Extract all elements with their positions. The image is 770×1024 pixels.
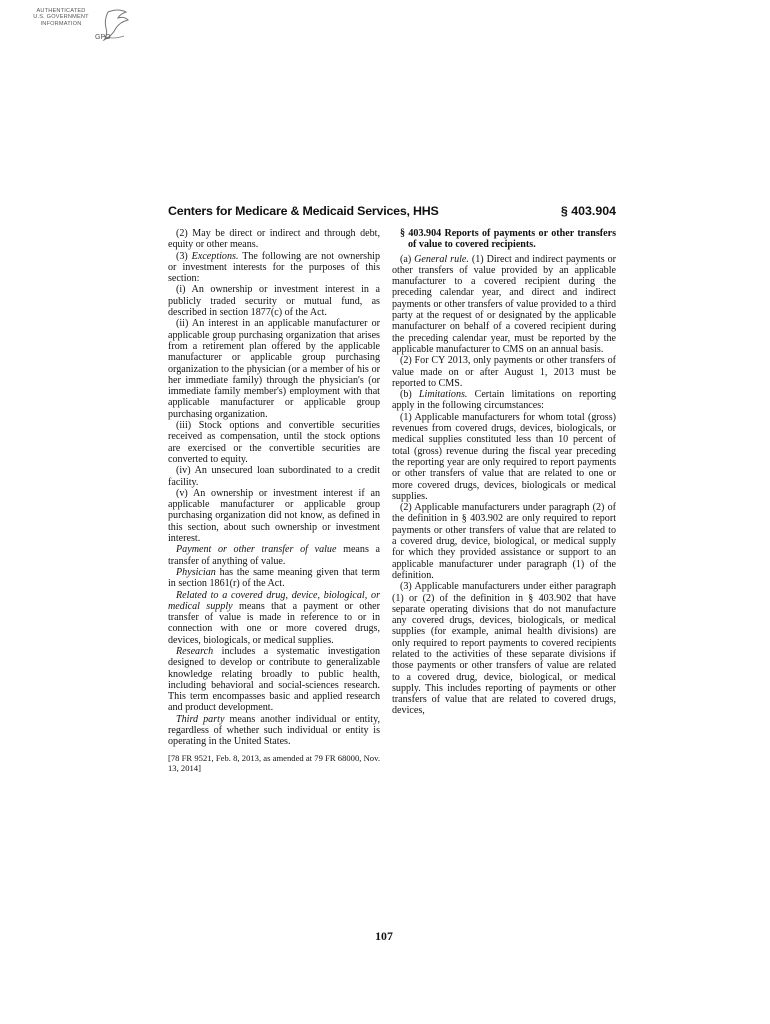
paragraph-text: Certain limitations on reporting apply in the following circumstances: (392, 389, 617, 412)
paragraph: (1) Applicable manufacturers for whom total (gross) revenues from covered drugs, devices, biologicals, or medical supplies constituted less than 10 percent of total (gross) revenue during the fiscal year preceding the reporting year are only required to report payments or other transfers of value that are related to one or more covered drugs, devices, biologicals or medical supplies. (392, 411, 616, 502)
paragraph: (ii) An interest in an applicable manufacturer or applicable group purchasing organization that arises from a retirement plan offered by the applicable manufacturer or applicable group purchasing organization to the physician (or a member of his or her immediate family) through the physician's (or immediate family member's) employment with that applicable manufacturer or applicable group purchasing organization. (168, 318, 380, 420)
paragraph-term: Exceptions. (191, 250, 239, 262)
paragraph: (2) For CY 2013, only payments or other transfers of value made on or after August 1, 2013 must be reported to CMS. (392, 355, 616, 389)
paragraph-text: means a transfer of anything of value. (168, 544, 380, 567)
paragraph-term: Research (176, 645, 214, 657)
paragraph: (iv) An unsecured loan subordinated to a credit facility. (168, 465, 380, 488)
paragraph (168, 567, 380, 590)
paragraph (392, 254, 616, 356)
paragraph-term: Payment or other transfer of value (176, 544, 337, 556)
header-agency: Centers for Medicare & Medicaid Services, HHS (168, 204, 439, 218)
paragraph: (i) An ownership or investment interest in a publicly traded security or mutual fund, as described in section 1877(c) of the Act. (168, 284, 380, 319)
paragraph: (v) An ownership or investment interest if an applicable manufacturer or applicable group purchasing organization did not know, as defined in this section, about such ownership or investment interest. (168, 487, 380, 545)
running-header (168, 204, 616, 222)
paragraph-lead: (a) (400, 253, 415, 265)
paragraph-text: The following are not ownership or investment interests for the purposes of this section: (168, 250, 380, 285)
eagle-icon (24, 6, 144, 56)
paragraph (392, 389, 616, 412)
source-citation: [78 FR 9521, Feb. 8, 2013, as amended at 79 FR 68000, Nov. 13, 2014] (168, 752, 380, 773)
left-column (168, 228, 380, 773)
seal-line-2: U.S. GOVERNMENT (33, 14, 89, 21)
paragraph-text: includes a systematic investigation designed to develop or contribute to generalizable knowledge relating broadly to public health, including behavioral and social-sciences research. This term encompasses basic and applied research and product development. (168, 645, 380, 714)
paragraph-term: Limitations. (418, 389, 468, 401)
section-heading: § 403.904 Reports of payments or other transfers of value to covered recipients. (400, 228, 616, 251)
seal-line-3: INFORMATION (40, 20, 82, 27)
header-section: § 403.904 (560, 204, 616, 218)
paragraph-text: (1) Direct and indirect payments or other transfers of value provided by an applicable manufacturer to a covered recipient during the preceding calendar year, and direct and indirect payments or other transfers of value provided to a third party at the request of or designated by the applicable manufacturer on behalf of a covered recipient during the preceding calendar year, must be reported by the applicable manufacturer to CMS on an annual basis. (392, 253, 616, 355)
paragraph-term: Physician (176, 566, 216, 578)
paragraph-lead: (b) (400, 389, 419, 401)
seal-line-1: AUTHENTICATED (36, 8, 86, 14)
paragraph-term: Third party (176, 713, 225, 725)
paragraph-text: means that a payment or other transfer of value is made in reference to or in connection with one or more covered drugs, devices, biologicals, or medical supplies. (168, 600, 380, 646)
page-number: 107 (375, 929, 393, 943)
paragraph (168, 590, 380, 646)
paragraph (168, 646, 380, 714)
paragraph (168, 251, 380, 285)
paragraph-text: means another individual or entity, regardless of whether such individual or entity is operating in the United States. (168, 713, 380, 748)
paragraph-text: has the same meaning given that term in section 1861(r) of the Act. (168, 566, 380, 590)
paragraph-term: General rule. (414, 253, 469, 265)
paragraph-term: Related to a covered drug, device, biological, or medical supply (168, 589, 380, 612)
paragraph (168, 544, 380, 567)
paragraph: (2) May be direct or indirect and through debt, equity or other means. (168, 228, 380, 251)
paragraph: (2) Applicable manufacturers under paragraph (2) of the definition in § 403.902 are only required to report payments or other transfers of value that are related to a covered drug, device, biological, or medical supply for which they provided assistance or support to an applicable manufacturer under paragraph (1) of the definition. (392, 502, 616, 581)
right-column (392, 228, 616, 717)
paragraph (168, 714, 380, 748)
paragraph: (iii) Stock options and convertible securities received as compensation, until the stock options are exercised or the convertible securities are converted to equity. (168, 420, 380, 465)
paragraph-lead: (3) (176, 250, 192, 262)
paragraph: (3) Applicable manufacturers under either paragraph (1) or (2) of the definition in § 403.902 that have separate operating divisions that do not manufacture any covered drugs, devices, biologicals, or medical supplies (for example, animal health divisions) are only required to report payments to covered recipients related to the activities of these separate divisions if those payments or other transfers of value are related to a covered drug, device, biological, or medical supply. This includes reporting of payments or other transfers of value that are related to covered drugs, devices, (392, 581, 616, 717)
gpo-mark: GPO (95, 34, 111, 41)
